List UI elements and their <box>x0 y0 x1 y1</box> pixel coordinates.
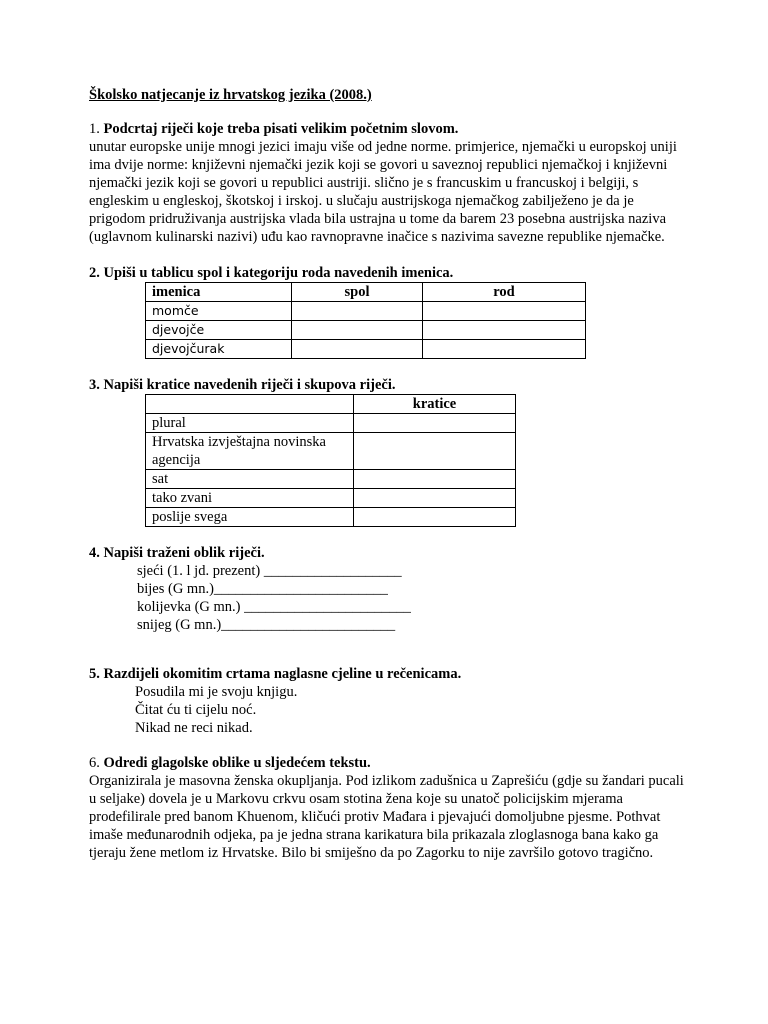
q6-heading-text: Odredi glagolske oblike u sljedećem tekstu. <box>103 755 371 771</box>
header-spol: spol <box>292 283 423 302</box>
q4-heading <box>89 544 689 562</box>
table-row <box>146 414 516 433</box>
q1-line: (uglavnom kulinarski nazivi) uđu kao ravnopravne inačice s nazivima savezne republike njemačke. <box>89 229 665 245</box>
question-4 <box>89 544 689 634</box>
q1-line: njemački jezik koji se govori u republici austriji. slično je s francuskim u francuskoj i belgiji, s <box>89 175 639 191</box>
q5-sentence: Čitat ću ti cijelu noć. <box>135 702 257 718</box>
q1-number: 1. <box>89 121 100 137</box>
q5-sentence: Nikad ne reci nikad. <box>135 720 253 736</box>
q6-text <box>89 772 689 862</box>
q1-line: prigodom pridruživanja austrijska vlada bila ustrajna u tome da barem 23 posebna austrijska naziva <box>89 211 667 227</box>
q5-sentence: Posudila mi je svoju knjigu. <box>135 684 298 700</box>
noun-cell: momče <box>146 302 292 321</box>
q4-heading-text: 4. Napiši traženi oblik riječi. <box>89 545 265 561</box>
table-row <box>146 321 586 340</box>
rod-answer-cell[interactable] <box>423 340 586 359</box>
q4-item[interactable]: snijeg (G mn.)________________________ <box>137 617 396 633</box>
document-title: Školsko natjecanje iz hrvatskog jezika (2008.) <box>89 87 372 103</box>
worksheet <box>89 86 689 862</box>
table-row <box>146 508 516 527</box>
noun-cell: djevojče <box>146 321 292 340</box>
spol-answer-cell[interactable] <box>292 302 423 321</box>
spol-answer-cell[interactable] <box>292 340 423 359</box>
q3-heading-text: 3. Napiši kratice navedenih riječi i skupova riječi. <box>89 377 396 393</box>
q1-heading <box>89 120 689 138</box>
rod-answer-cell[interactable] <box>423 321 586 340</box>
q1-line: engleskim u engleskoj, škotskoj i irskoj. u slučaju austrijskoga njemačkog zabilježeno je da je <box>89 193 634 209</box>
abbreviation-answer-cell[interactable] <box>354 433 516 470</box>
q4-item[interactable]: bijes (G mn.)________________________ <box>137 581 388 597</box>
spol-answer-cell[interactable] <box>292 321 423 340</box>
table-row <box>146 433 516 470</box>
header-rod: rod <box>423 283 586 302</box>
q3-heading <box>89 376 689 394</box>
question-3 <box>89 376 689 527</box>
term-cell: poslije svega <box>146 508 354 527</box>
header-imenica: imenica <box>146 283 292 302</box>
question-1 <box>89 120 689 246</box>
q6-heading <box>89 754 689 772</box>
q2-heading-text: 2. Upiši u tablicu spol i kategoriju roda navedenih imenica. <box>89 265 454 281</box>
header-kratice: kratice <box>354 395 516 414</box>
rod-answer-cell[interactable] <box>423 302 586 321</box>
table-header-row <box>146 283 586 302</box>
q6-line: u seljake) dovela je u Markovu crkvu osam stotina žena koje su unatoč policijskim mjerama <box>89 791 623 807</box>
q2-heading <box>89 264 689 282</box>
question-6 <box>89 754 689 862</box>
abbreviation-answer-cell[interactable] <box>354 470 516 489</box>
q4-item[interactable]: kolijevka (G mn.) _______________________ <box>137 599 411 615</box>
gender-table <box>145 282 586 359</box>
term-line: agencija <box>152 452 201 468</box>
q6-line: Organizirala je masovna ženska okupljanja. Pod izlikom zadušnica u Zaprešiću (gdje su žandari pucali <box>89 773 684 789</box>
table-row <box>146 302 586 321</box>
term-line: Hrvatska izvještajna novinska <box>152 434 326 450</box>
abbreviation-table <box>145 394 516 527</box>
term-cell: plural <box>146 414 354 433</box>
question-2 <box>89 264 689 359</box>
table-row <box>146 489 516 508</box>
table-row <box>146 340 586 359</box>
abbreviation-answer-cell[interactable] <box>354 414 516 433</box>
table-row <box>146 470 516 489</box>
term-cell <box>146 433 354 470</box>
q1-line: unutar europske unije mnogi jezici imaju više od jedne norme. primjerice, njemački u europskoj uniji <box>89 139 677 155</box>
term-cell: sat <box>146 470 354 489</box>
q6-line: tjeraju žene metlom iz Hrvatske. Bilo bi smiješno da po Zagorku to nije završilo gotovo tragično. <box>89 845 654 861</box>
q6-number: 6. <box>89 755 100 771</box>
q1-line: ima dvije norme: književni njemački jezik koji se govori u saveznoj republici njemačkoj i književni <box>89 157 668 173</box>
abbreviation-answer-cell[interactable] <box>354 489 516 508</box>
q1-text <box>89 138 689 246</box>
table-header-row <box>146 395 516 414</box>
header-empty <box>146 395 354 414</box>
q5-heading-text: 5. Razdijeli okomitim crtama naglasne cjeline u rečenicama. <box>89 666 462 682</box>
question-5 <box>89 665 689 737</box>
noun-cell: djevojčurak <box>146 340 292 359</box>
q4-item[interactable]: sjeći (1. l jd. prezent) ___________________ <box>137 563 402 579</box>
term-cell: tako zvani <box>146 489 354 508</box>
q1-heading-text: Podcrtaj riječi koje treba pisati velikim početnim slovom. <box>103 121 459 137</box>
abbreviation-answer-cell[interactable] <box>354 508 516 527</box>
q5-heading <box>89 665 689 683</box>
q6-line: imaše međunarodnih odjeka, pa je jedna strana karikatura bila prikazala zloglasnoga bana kako ga <box>89 827 659 843</box>
q6-line: prodefilirale pred banom Khuenom, kličući protiv Mađara i pjevajući domoljubne pjesme. Pothvat <box>89 809 661 825</box>
